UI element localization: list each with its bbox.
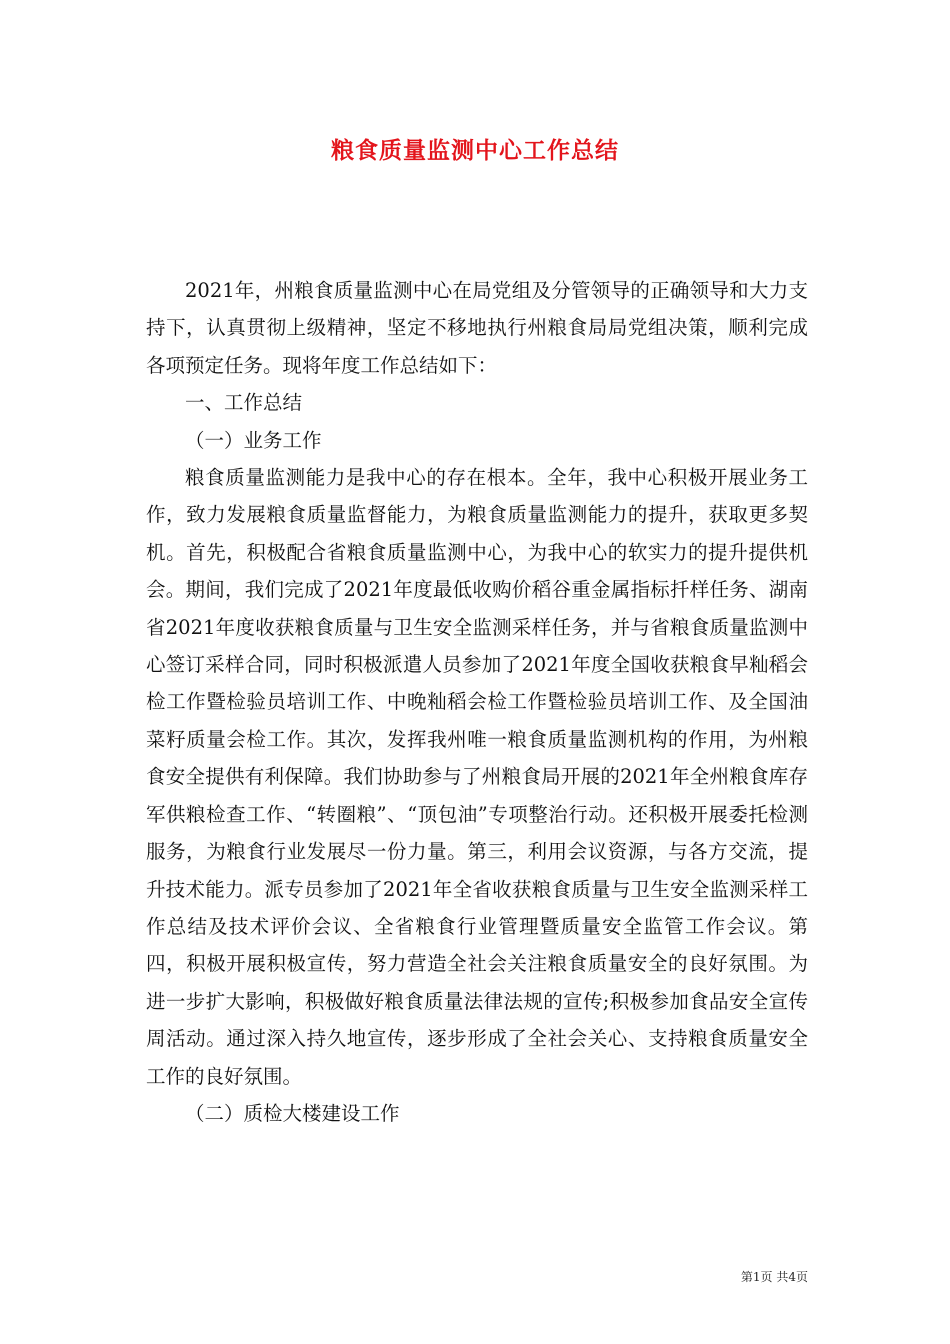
subsection-heading: （二）质检大楼建设工作: [185, 1101, 400, 1125]
page-number: 第1页 共4页: [740, 1270, 808, 1284]
document-body: [146, 272, 808, 1132]
document-title: 粮食质量监测中心工作总结: [331, 138, 619, 164]
intro-paragraph: 2021年，州粮食质量监测中心在局党组及分管领导的正确领导和大力支持下，认真贯彻上级精神，坚定不移地执行州粮食局局党组决策，顺利完成各项预定任务。现将年度工作总结如下：: [146, 279, 808, 377]
section-heading: 一、工作总结: [185, 391, 303, 415]
subsection-heading: （一）业务工作: [185, 428, 322, 452]
body-paragraph: 粮食质量监测能力是我中心的存在根本。全年，我中心积极开展业务工作，致力发展粮食质量监督能力，为粮食质量监测能力的提升，获取更多契机。首先，积极配合省粮食质量监测中心，为我中心的软实力的提升提供机会。期间，我们完成了2021年度最低收购价稻谷重金属指标扦样任务、湖南省2021年度收获粮食质量与卫生安全监测采样任务，并与省粮食质量监测中心签订采样合同，同时积极派遣人员参加了2021年度全国收获粮食早籼稻会检工作暨检验员培训工作、中晚籼稻会检工作暨检验员培训工作、及全国油菜籽质量会检工作。其次，发挥我州唯一粮食质量监测机构的作用，为州粮食安全提供有利保障。我们协助参与了州粮食局开展的2021年全州粮食库存军供粮检查工作、“转圈粮”、“顶包油”专项整治行动。还积极开展委托检测服务，为粮食行业发展尽一份力量。第三，利用会议资源，与各方交流，提升技术能力。派专员参加了2021年全省收获粮食质量与卫生安全监测采样工作总结及技术评价会议、全省粮食行业管理暨质量安全监管工作会议。第四，积极开展积极宣传，努力营造全社会关注粮食质量安全的良好氛围。为进一步扩大影响，积极做好粮食质量法律法规的宣传;积极参加食品安全宣传周活动。通过深入持久地宣传，逐步形成了全社会关心、支持粮食质量安全工作的良好氛围。: [146, 466, 808, 1088]
